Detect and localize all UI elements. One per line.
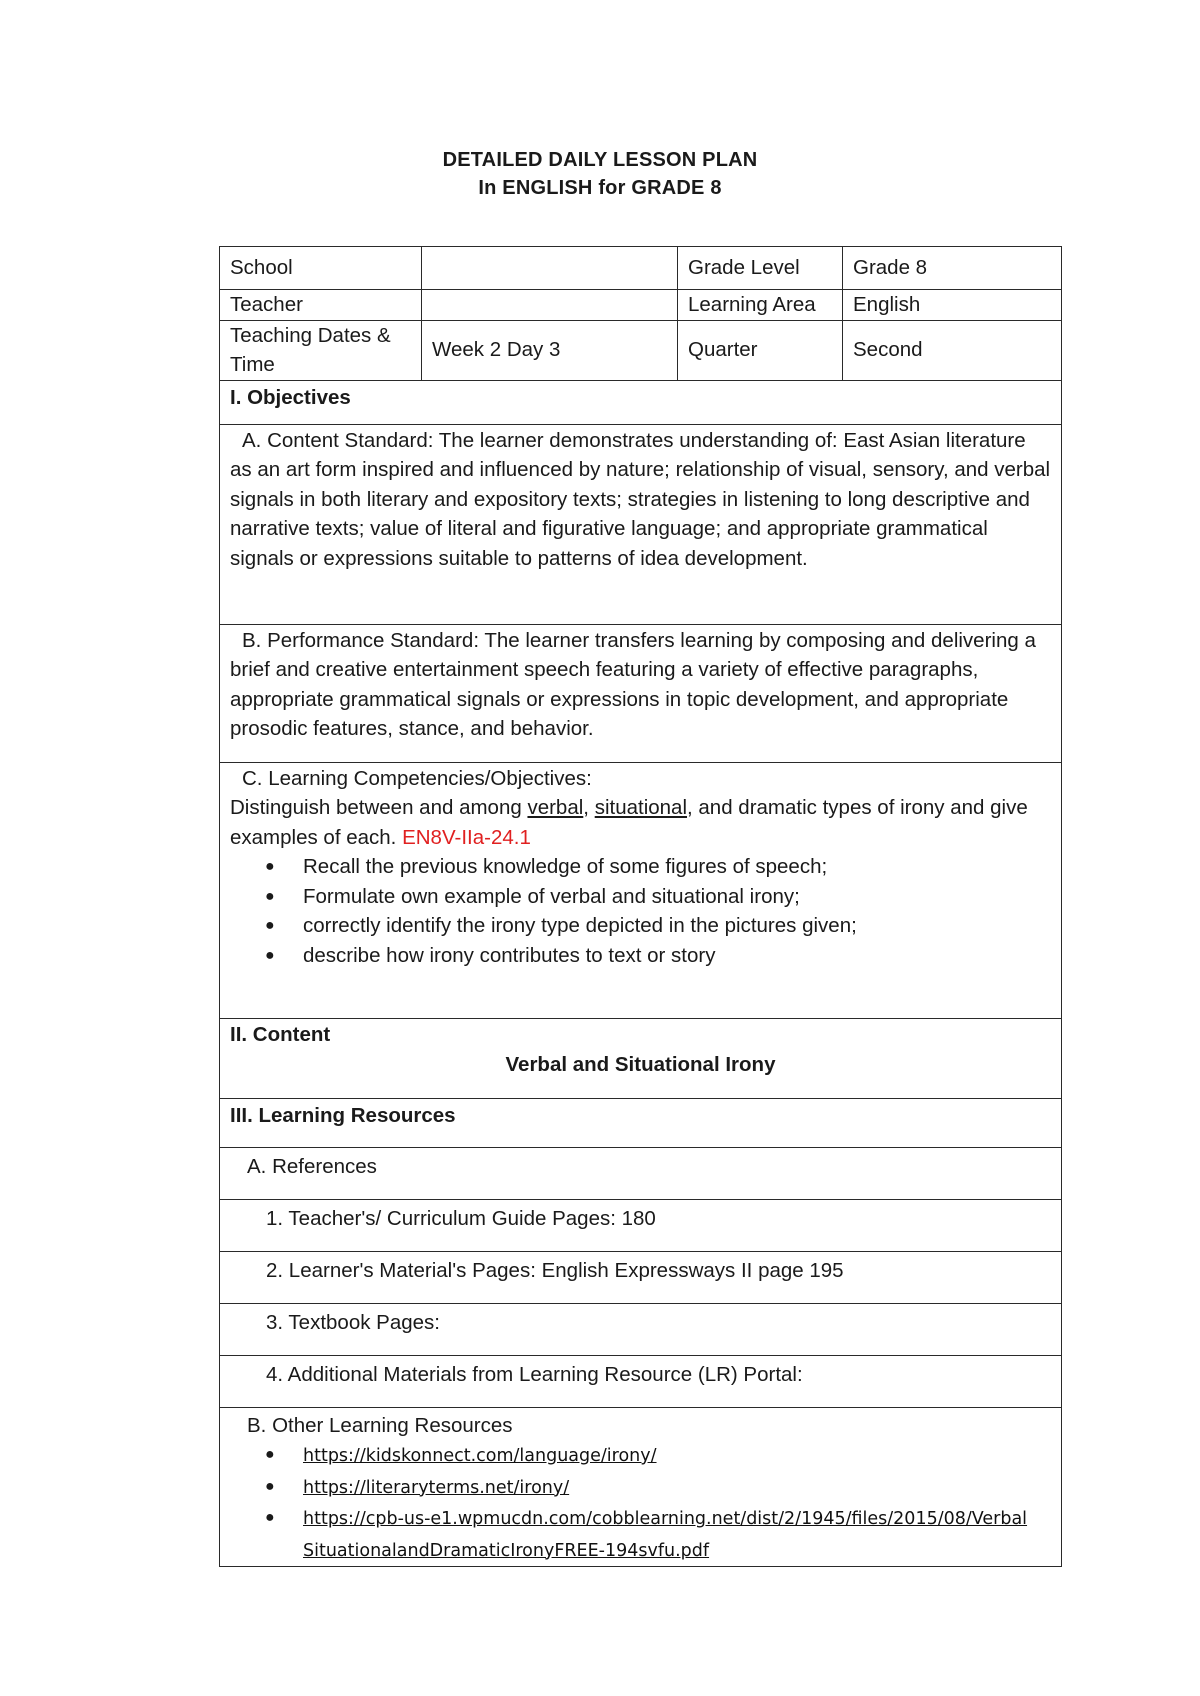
dates-label: Teaching Dates & Time (220, 320, 422, 380)
resource-link[interactable]: https://literaryterms.net/irony/ (303, 1477, 570, 1498)
reference-item: 1. Teacher's/ Curriculum Guide Pages: 180 (266, 1206, 656, 1230)
content-topic: Verbal and Situational Irony (505, 1053, 776, 1076)
references-cell (220, 1147, 1062, 1199)
other-resources-cell (220, 1407, 1062, 1567)
grade-level-label: Grade Level (678, 247, 843, 290)
competencies-cell (220, 762, 1062, 1018)
list-item (265, 852, 1051, 882)
performance-standard-cell (220, 624, 1062, 762)
bullet-icon: ● (265, 858, 275, 875)
competency-verbal: verbal (527, 796, 584, 819)
list-item (265, 941, 1051, 971)
bullet-icon: ● (265, 887, 275, 905)
teacher-label: Teacher (220, 290, 422, 321)
title-line-2: In ENGLISH for GRADE 8 (478, 177, 722, 199)
objective-bullet-text: describe how irony contributes to text or story (303, 943, 716, 967)
objective-bullet-text: correctly identify the irony type depicted in the pictures given; (303, 914, 857, 937)
competency-code: EN8V-IIa-24.1 (402, 825, 531, 849)
competency-situational: situational (594, 796, 688, 819)
content-section-cell (220, 1018, 1062, 1098)
bullet-icon: ● (265, 1446, 275, 1463)
content-heading: II. Content (230, 1022, 331, 1046)
bullet-icon: ● (265, 946, 275, 964)
dates-value: Week 2 Day 3 (422, 320, 678, 380)
objectives-heading: I. Objectives (220, 380, 1062, 424)
list-item (265, 1472, 1051, 1504)
bullet-icon: ● (265, 1477, 275, 1495)
other-resources-label: B. Other Learning Resources (247, 1413, 513, 1437)
title-line-1: DETAILED DAILY LESSON PLAN (442, 149, 758, 171)
list-item (265, 1440, 1051, 1472)
list-item (265, 882, 1051, 912)
performance-standard-text: B. Performance Standard: The learner transfers learning by composing and delivering a brief and creative entertainment speech featuring a variety of effective paragraphs, appropriate grammatical signals or expressions in topic development, and appropriate prosodic features, stance, and behavior. (230, 628, 1036, 740)
reference-item-1-cell (220, 1199, 1062, 1251)
competency-comma: , (583, 796, 595, 819)
content-standard-cell (220, 424, 1062, 624)
page-title (0, 146, 1200, 202)
resource-link[interactable]: https://kidskonnect.com/language/irony/ (303, 1446, 657, 1466)
objective-bullet-text: Recall the previous knowledge of some figures of speech; (303, 855, 828, 878)
competencies-heading: C. Learning Competencies/Objectives: (242, 766, 592, 790)
lesson-plan-table (219, 246, 1062, 1567)
bullet-icon: ● (265, 1509, 275, 1526)
competency-text-2: , and dramatic types of irony and give examples of each. (230, 796, 1028, 849)
resources-heading: III. Learning Resources (220, 1098, 1062, 1147)
school-value (422, 247, 678, 290)
quarter-value: Second (843, 320, 1062, 380)
competency-text-1: Distinguish between and among (230, 796, 528, 819)
grade-level-value: Grade 8 (843, 247, 1062, 290)
quarter-label: Quarter (678, 320, 843, 380)
content-standard-text: A. Content Standard: The learner demonstrates understanding of: East Asian literature as an art form inspired and influenced by nature; relationship of visual, sensory, and verbal signals in both literary and expository texts; strategies in listening to long descriptive and narrative texts; value of literal and figurative language; and appropriate grammatical signals or expressions suitable to patterns of idea development. (230, 428, 1051, 570)
learning-area-label: Learning Area (678, 290, 843, 321)
objective-bullet-text: Formulate own example of verbal and situational irony; (303, 884, 800, 908)
list-item (265, 1503, 1051, 1566)
list-item (265, 911, 1051, 941)
reference-item-3-cell (220, 1303, 1062, 1355)
reference-item-2-cell (220, 1251, 1062, 1303)
school-label: School (220, 247, 422, 290)
references-label: A. References (247, 1154, 377, 1178)
competency-statement (230, 793, 1051, 852)
reference-item: 2. Learner's Material's Pages: English Expressways II page 195 (266, 1258, 844, 1282)
objectives-bullet-list (230, 852, 1051, 970)
learning-area-value: English (843, 290, 1062, 321)
reference-item-4-cell (220, 1355, 1062, 1407)
resource-link-list (230, 1440, 1051, 1566)
teacher-value (422, 290, 678, 321)
reference-item: 3. Textbook Pages: (266, 1310, 440, 1334)
reference-item: 4. Additional Materials from Learning Resource (LR) Portal: (266, 1362, 803, 1386)
bullet-icon: ● (265, 917, 275, 934)
resource-link[interactable]: https://cpb-us-e1.wpmucdn.com/cobblearning.net/dist/2/1945/files/2015/08/VerbalSituationalandDramaticIronyFREE-194svfu.pdf (303, 1509, 1028, 1561)
